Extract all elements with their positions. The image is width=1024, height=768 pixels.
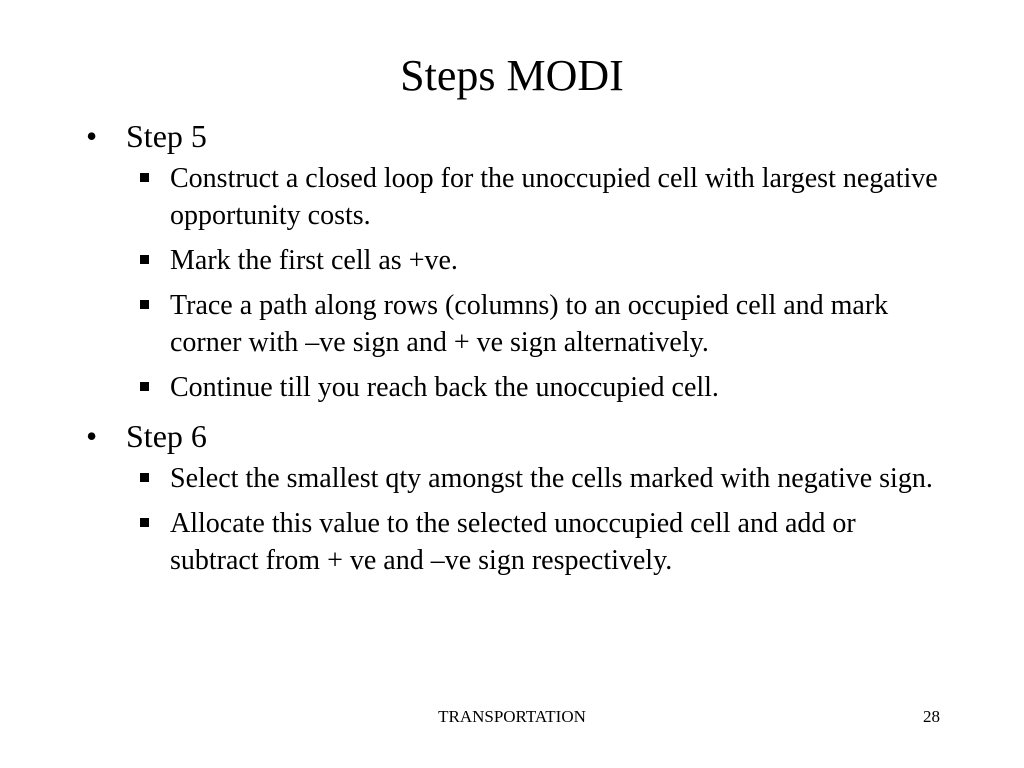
step-6-heading	[84, 416, 944, 456]
square-bullet-icon	[140, 300, 149, 309]
list-item	[138, 242, 944, 279]
step-bullet: •	[86, 118, 98, 154]
step-5-list	[84, 160, 944, 406]
square-bullet-icon	[140, 382, 149, 391]
slide-title: Steps MODI	[400, 51, 624, 100]
footer-label: TRANSPORTATION	[438, 707, 586, 726]
list-item	[138, 460, 944, 497]
list-item	[138, 505, 944, 579]
list-item-text: Allocate this value to the selected unoccupied cell and add or subtract from + ve and –ve sign respectively.	[170, 508, 856, 576]
slide-content	[84, 116, 944, 589]
page-number: 28	[923, 707, 940, 726]
list-item	[138, 369, 944, 406]
list-item-text: Mark the first cell as +ve.	[170, 245, 458, 276]
step-bullet: •	[86, 418, 98, 454]
list-item	[138, 160, 944, 234]
step-label: Step 6	[126, 418, 207, 454]
list-item-text: Trace a path along rows (columns) to an occupied cell and mark corner with –ve sign and + ve sign alternatively.	[170, 290, 889, 358]
step-label: Step 5	[126, 118, 207, 154]
list-item-text: Select the smallest qty amongst the cells marked with negative sign.	[170, 463, 933, 494]
step-5-heading	[84, 116, 944, 156]
square-bullet-icon	[140, 473, 149, 482]
list-item-text: Construct a closed loop for the unoccupied cell with largest negative opportunity costs.	[170, 163, 938, 231]
square-bullet-icon	[140, 518, 149, 527]
list-item-text: Continue till you reach back the unoccupied cell.	[170, 372, 719, 403]
list-item	[138, 287, 944, 361]
square-bullet-icon	[140, 173, 149, 182]
step-6-list	[84, 460, 944, 579]
square-bullet-icon	[140, 255, 149, 264]
